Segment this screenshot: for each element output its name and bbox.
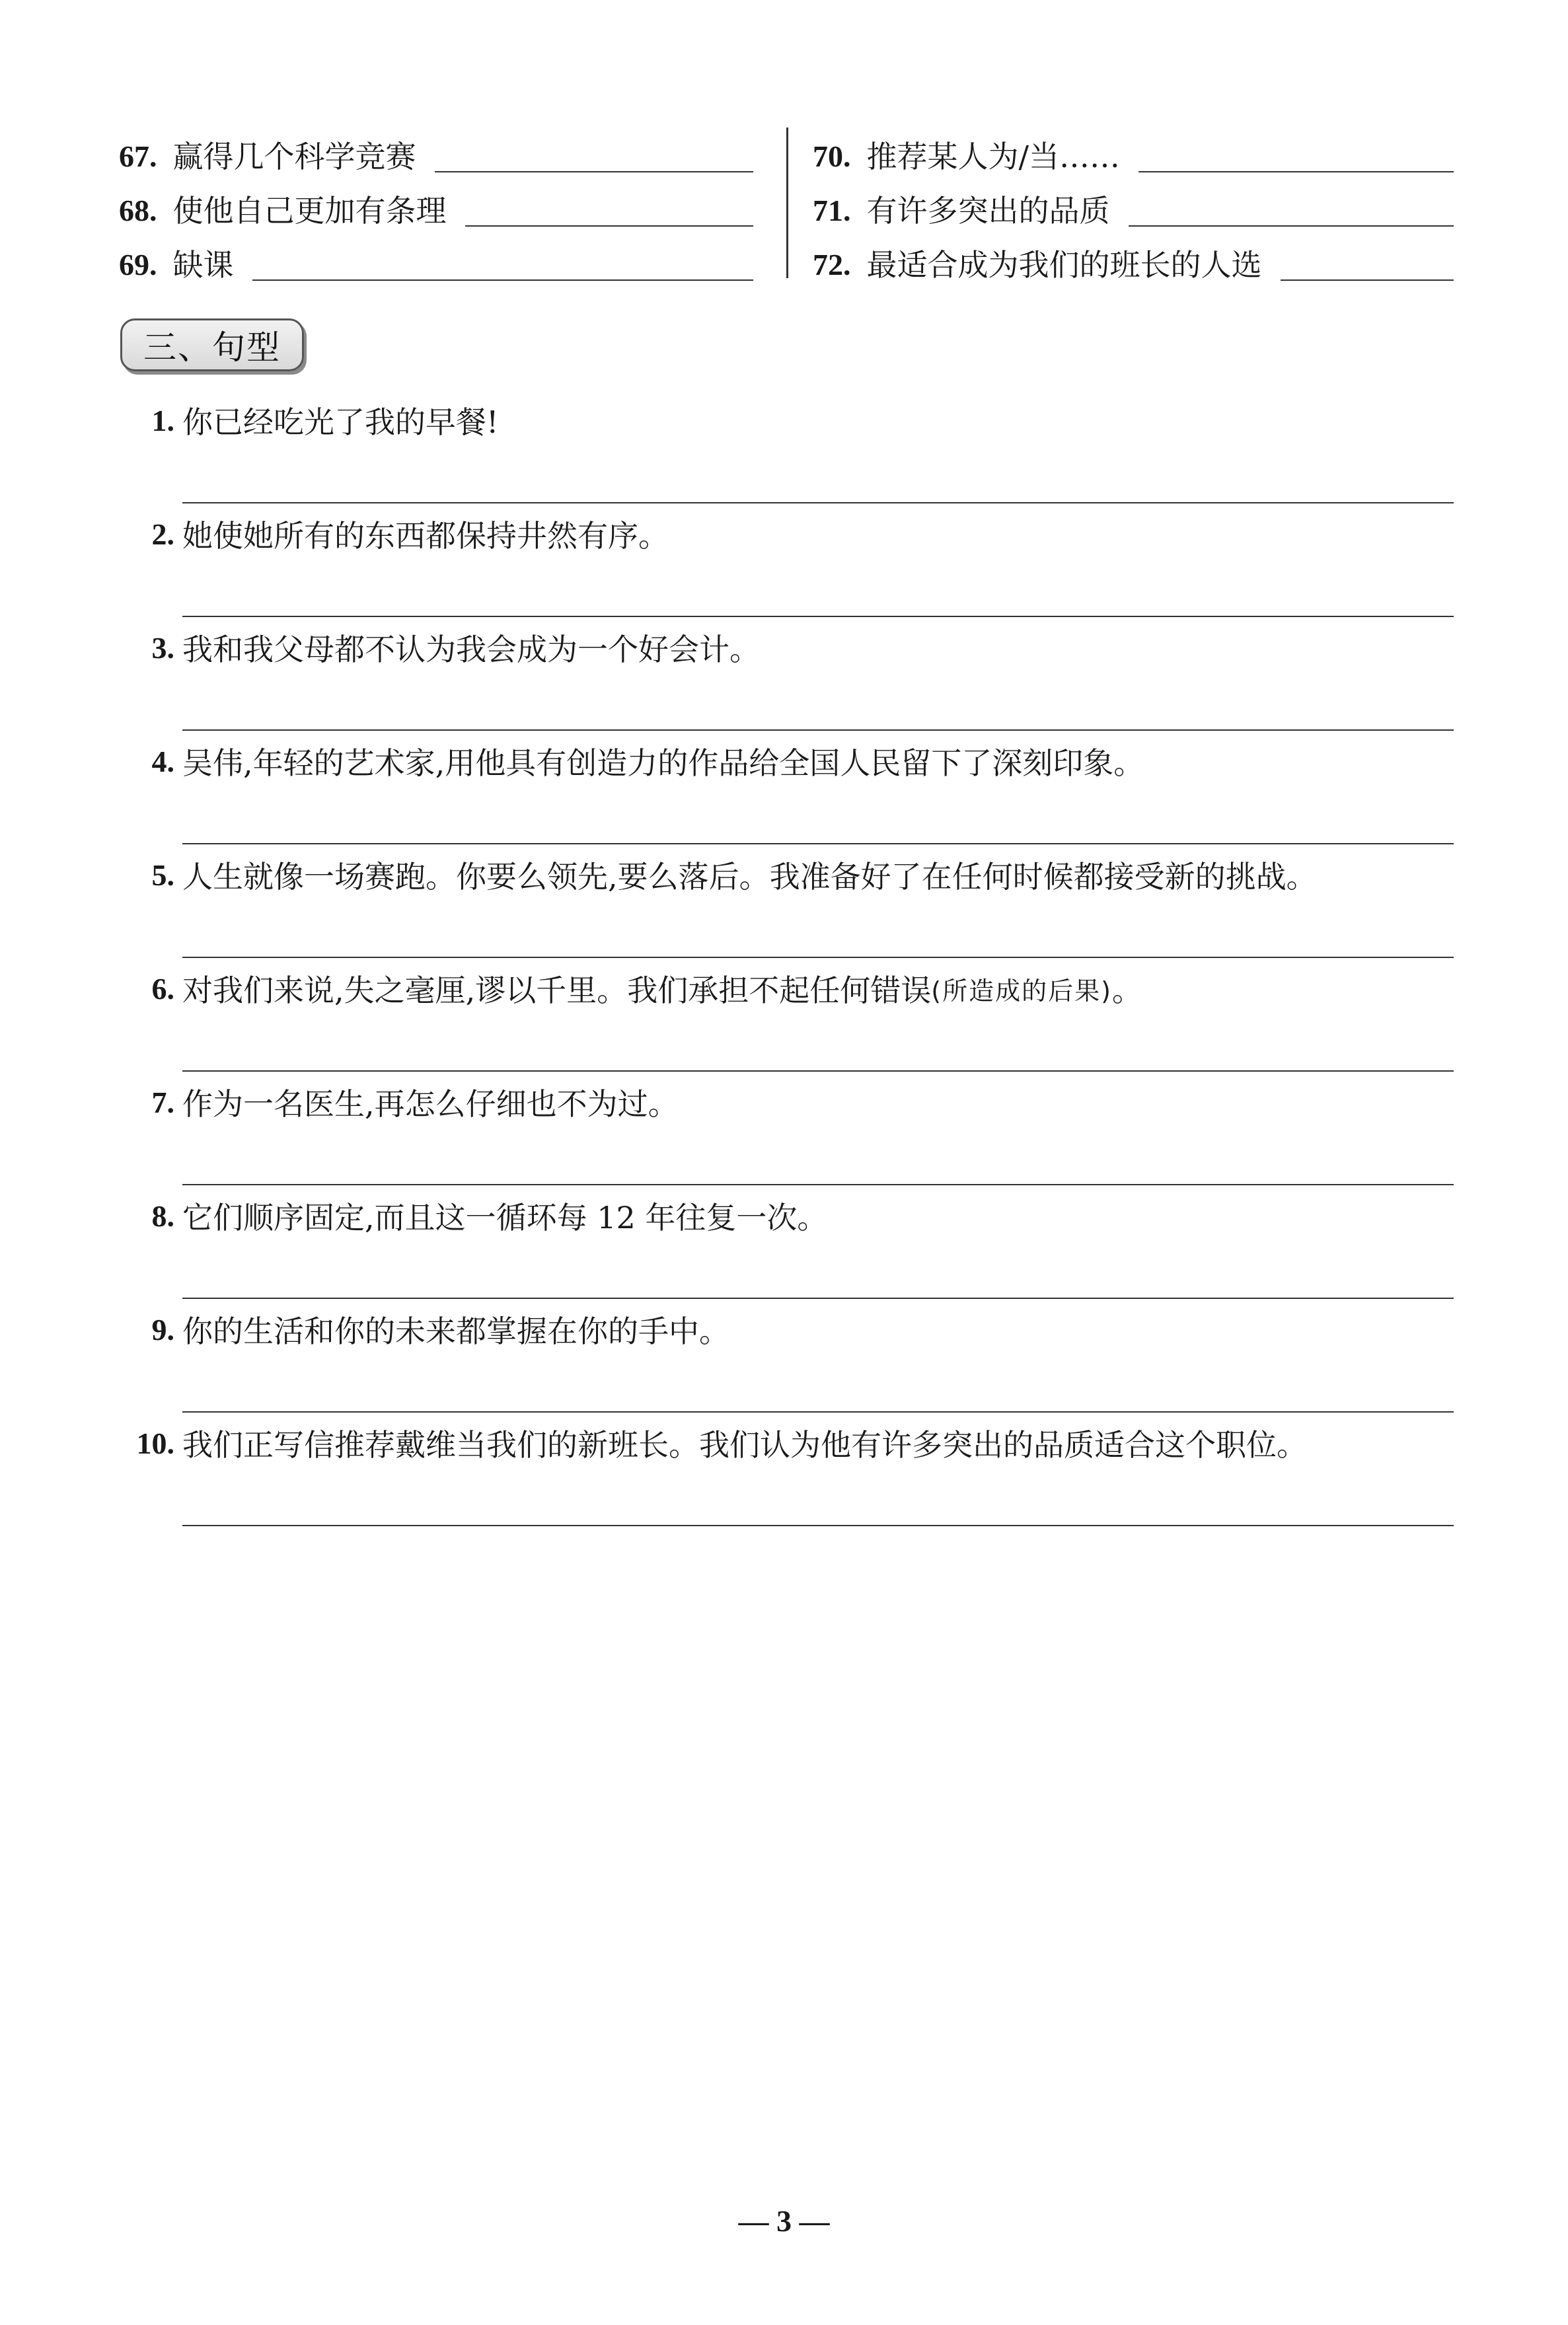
vocab-answer-blank[interactable] — [435, 138, 754, 172]
vocab-prompt: 推荐某人为/当…… — [866, 139, 1120, 174]
answer-line[interactable] — [182, 1070, 1454, 1072]
page-number: — 3 — — [738, 2204, 830, 2238]
vocab-answer-blank[interactable] — [1129, 192, 1454, 227]
vocab-row — [119, 176, 753, 231]
sentence-item — [119, 1306, 1454, 1419]
sentence-list — [119, 396, 1454, 1533]
sentence-item — [119, 1192, 1454, 1306]
item-number-highlighted: 8. — [119, 1192, 178, 1239]
section-title: 三、句型 — [120, 318, 304, 371]
vocab-prompt: 缺课 — [172, 247, 234, 283]
sentence-prompt: 人生就像一场赛跑。你要么领先,要么落后。我准备好了在任何时候都接受新的挑战。 — [182, 859, 1317, 895]
vocab-prompt: 有许多突出的品质 — [866, 193, 1110, 229]
vocab-row — [813, 231, 1454, 285]
sentence-prompt: 她使她所有的东西都保持井然有序。 — [182, 518, 669, 554]
vocab-number: 67. — [119, 139, 157, 173]
answer-line[interactable] — [182, 1411, 1454, 1413]
sentence-prompt: 你的生活和你的未来都掌握在你的手中。 — [182, 1313, 729, 1349]
vocab-number: 70. — [813, 139, 851, 173]
vocab-row — [813, 176, 1454, 231]
item-number: 1. — [151, 403, 174, 437]
item-number: 2. — [151, 517, 174, 551]
sentence-note: (所造成的后果) — [931, 976, 1112, 1006]
vocab-prompt: 最适合成为我们的班长的人选 — [866, 247, 1262, 283]
item-number-highlighted: 4. — [119, 737, 178, 785]
vocab-row — [119, 231, 753, 285]
answer-line[interactable] — [182, 957, 1454, 958]
sentence-item — [119, 510, 1454, 624]
sentence-prompt: 作为一名医生,再怎么仔细也不为过。 — [182, 1086, 679, 1122]
vocab-answer-blank[interactable] — [252, 246, 754, 281]
item-number: 7. — [151, 1085, 174, 1119]
vocab-prompt: 赢得几个科学竞赛 — [172, 139, 416, 174]
answer-line[interactable] — [182, 729, 1454, 731]
sentence-item — [119, 851, 1454, 965]
sentence-text: 对我们来说,失之毫厘,谬以千里。我们承担不起任何错误 — [182, 973, 932, 1008]
sentence-item — [119, 1419, 1454, 1533]
sentence-item — [119, 396, 1454, 510]
item-number-highlighted: 10. — [119, 1419, 178, 1467]
sentence-item — [119, 1078, 1454, 1192]
vocab-prompt: 使他自己更加有条理 — [172, 193, 447, 229]
answer-line[interactable] — [182, 502, 1454, 503]
sentence-prompt: 它们顺序固定,而且这一循环每 12 年往复一次。 — [182, 1200, 828, 1236]
sentence-item — [119, 965, 1454, 1078]
vocab-row — [813, 122, 1454, 176]
sentence-prompt: 吴伟,年轻的艺术家,用他具有创造力的作品给全国人民留下了深刻印象。 — [182, 745, 1144, 781]
vocab-number: 68. — [119, 194, 157, 227]
sentence-prompt: 我和我父母都不认为我会成为一个好会计。 — [182, 632, 760, 667]
vocabulary-table — [119, 122, 1454, 281]
vocab-answer-blank[interactable] — [465, 192, 754, 227]
sentence-item — [119, 624, 1454, 737]
item-number: 6. — [151, 971, 174, 1006]
answer-line[interactable] — [182, 1525, 1454, 1526]
vocabulary-column-left — [119, 122, 753, 285]
sentence-tail: 。 — [1111, 973, 1142, 1008]
column-divider — [786, 128, 788, 278]
sentence-prompt: 我们正写信推荐戴维当我们的新班长。我们认为他有许多突出的品质适合这个职位。 — [182, 1427, 1307, 1463]
vocabulary-column-right — [813, 122, 1454, 285]
vocab-number: 71. — [813, 194, 851, 227]
vocab-number: 72. — [813, 248, 851, 281]
vocab-answer-blank[interactable] — [1139, 138, 1454, 172]
vocab-answer-blank[interactable] — [1281, 246, 1454, 281]
sentence-item — [119, 737, 1454, 851]
item-number: 5. — [151, 858, 174, 892]
answer-line[interactable] — [182, 1184, 1454, 1185]
item-number: 9. — [151, 1312, 174, 1347]
item-number: 3. — [151, 630, 174, 665]
answer-line[interactable] — [182, 616, 1454, 617]
answer-line[interactable] — [182, 1298, 1454, 1299]
vocab-row — [119, 122, 753, 176]
answer-line[interactable] — [182, 843, 1454, 844]
sentence-prompt — [182, 965, 1454, 1012]
sentence-prompt: 你已经吃光了我的早餐! — [182, 404, 499, 440]
vocab-number: 69. — [119, 248, 157, 281]
